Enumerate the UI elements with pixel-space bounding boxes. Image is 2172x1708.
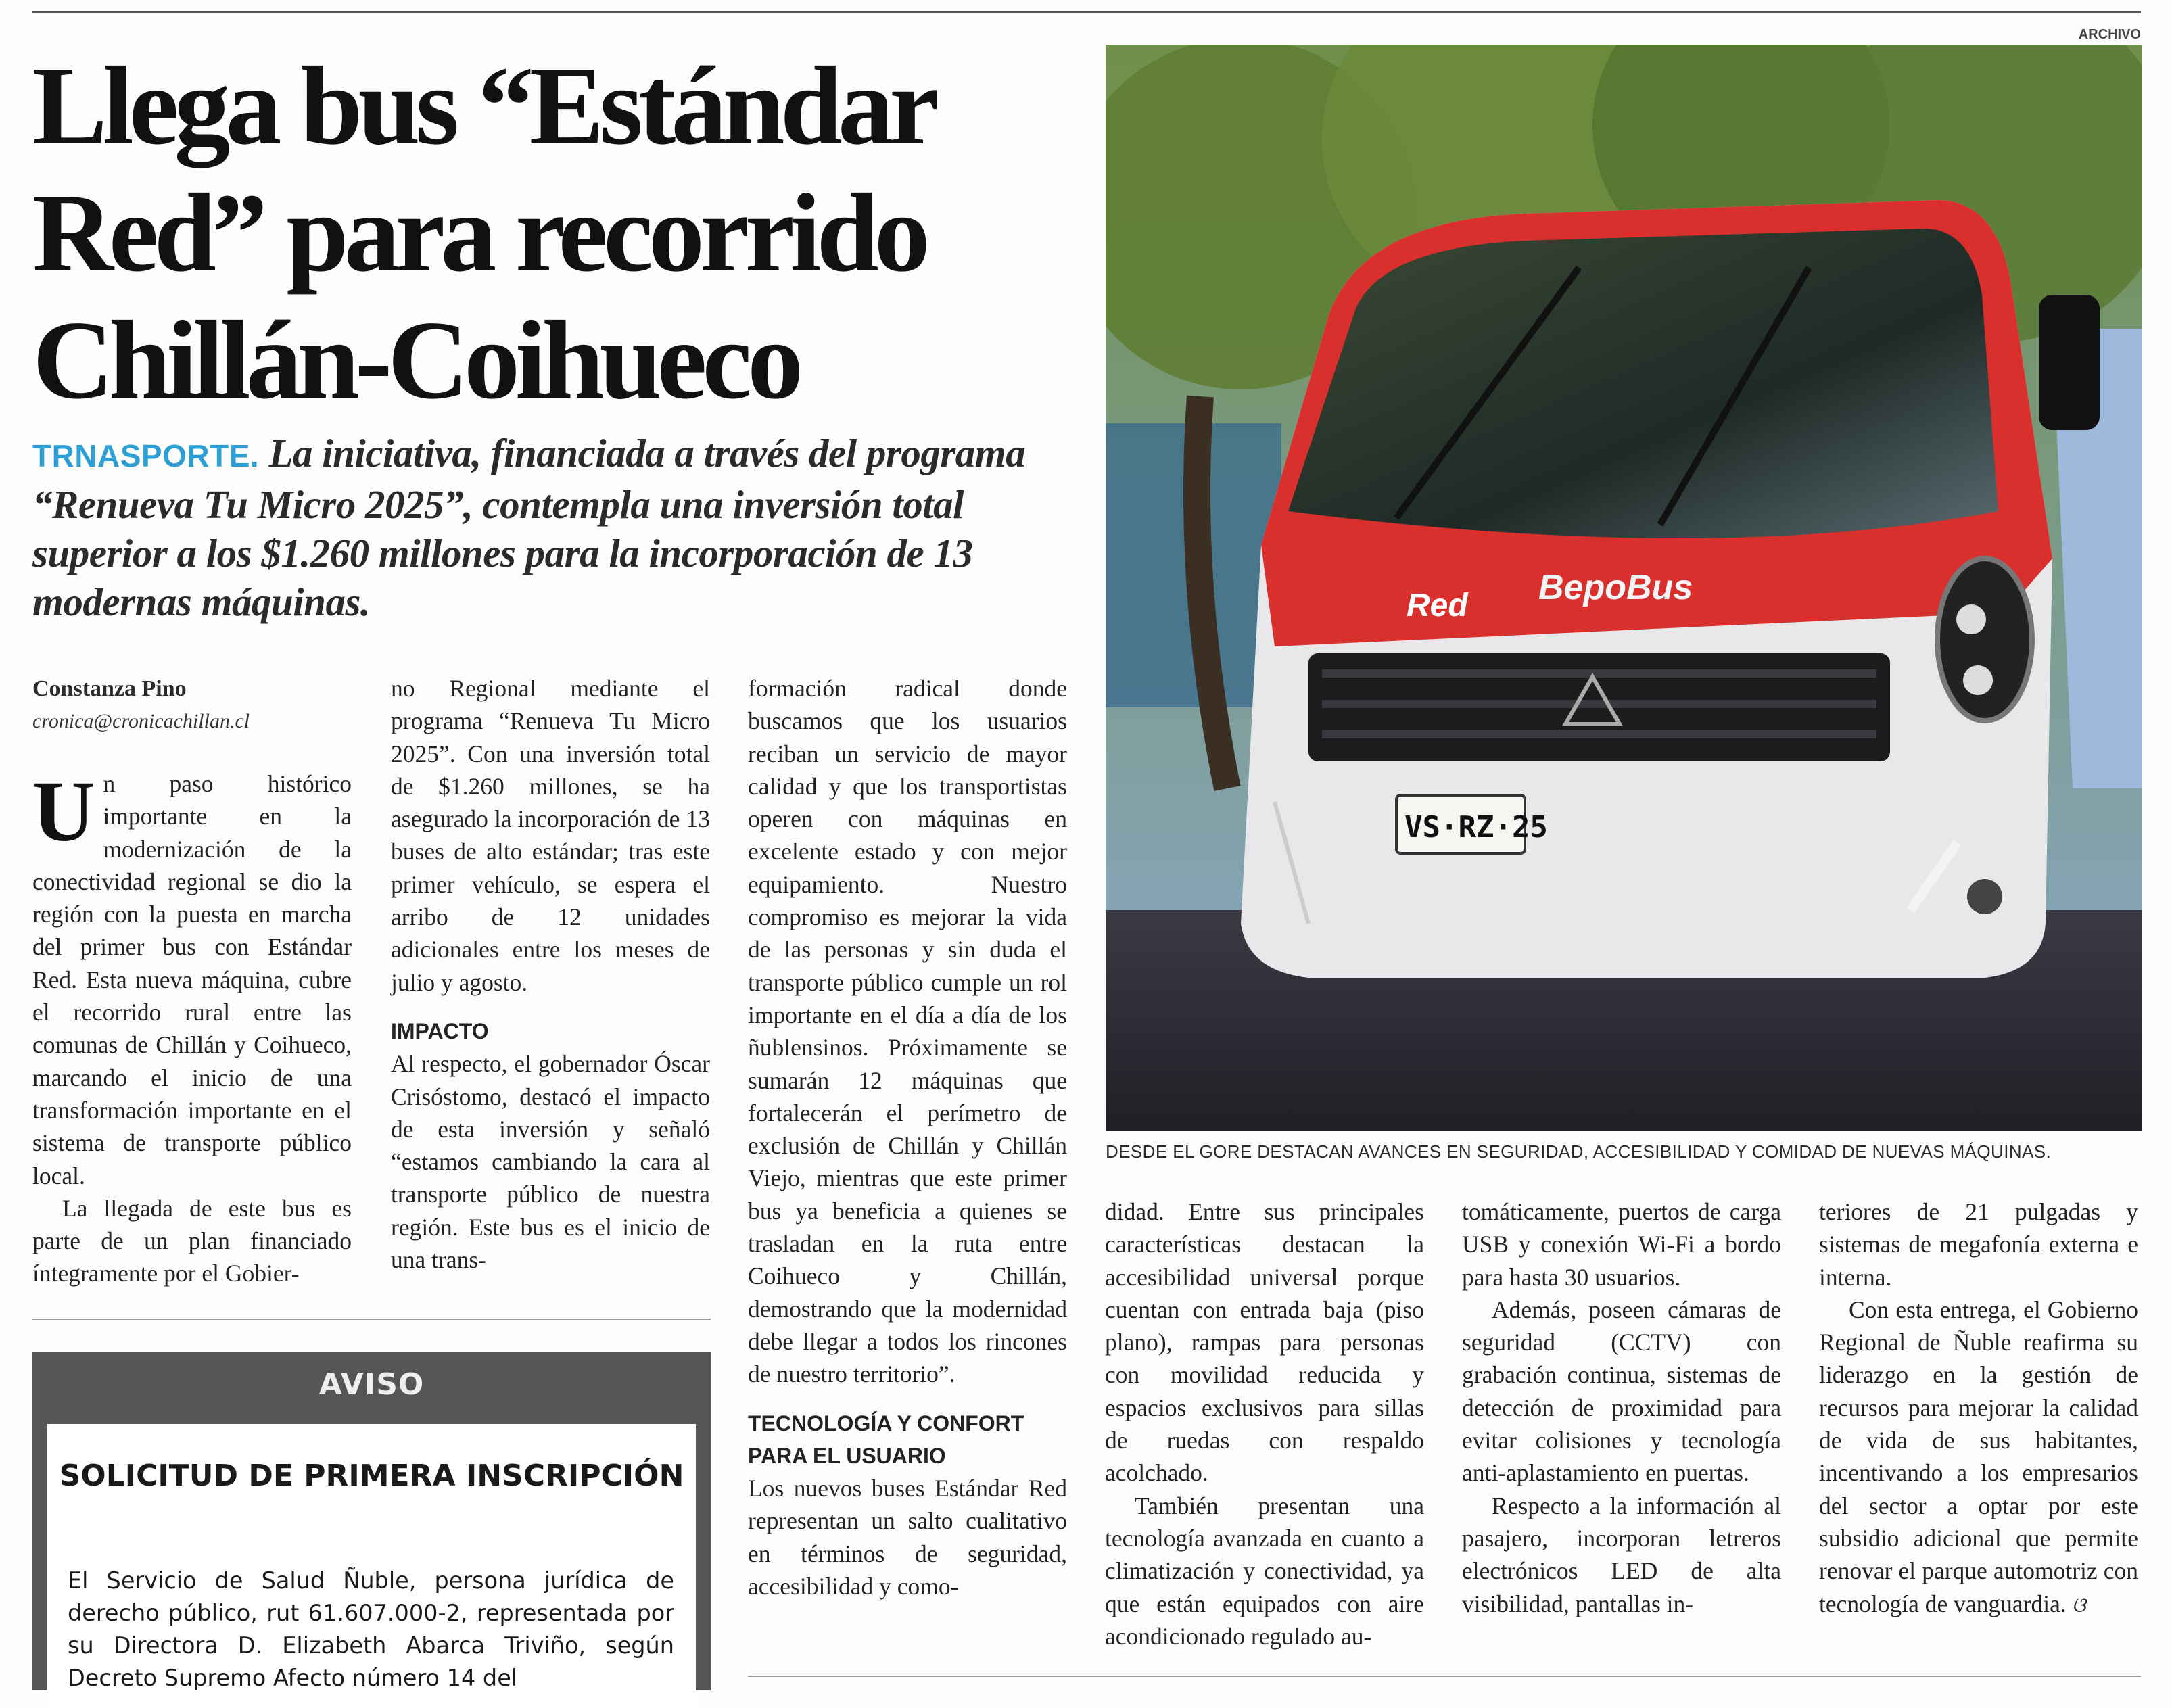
article-column-6	[1819, 1195, 2138, 1622]
notice-heading: SOLICITUD DE PRIMERA INSCRIPCIÓN	[59, 1458, 684, 1493]
drop-cap: U	[32, 763, 95, 859]
article-column-3	[748, 672, 1067, 1603]
column-1-paragraph-1: n paso histórico importante en la modernización de la conectividad regional se dio la región con la puesta en marcha del primer bus con Estándar Red. Esta nueva máquina, cubre el recorrido rural entre las comunas de Chillán y Coihueco, marcando el inicio de una transformación importante en el sistema de transporte público local.	[32, 770, 352, 1189]
article-column-4	[1105, 1195, 1424, 1653]
headline-line-3: Chillán-Coihueco	[32, 298, 799, 422]
bus-illustration	[1106, 45, 2142, 1131]
column-divider-rule	[32, 1319, 711, 1320]
subhead-tecnologia: TECNOLOGÍA Y CONFORT PARA EL USUARIO	[748, 1410, 1024, 1468]
column-6-paragraph-2: Con esta entrega, el Gobierno Regional de Ñuble reafirma su liderazgo en la gestión de recursos para mejorar la calidad de vida de sus habitantes, incentivando a los empresarios del sector a optar por este subsidio adicional que permite renovar el parque automotriz con tecnología de vanguardia.	[1819, 1296, 2138, 1617]
section-kicker: TRNASPORTE.	[32, 438, 260, 473]
article-column-2	[391, 672, 710, 1276]
column-1-paragraph-2: La llegada de este bus es parte de un plan financiado íntegramente por el Gobier-	[32, 1194, 352, 1287]
subhead-impacto: IMPACTO	[391, 1018, 489, 1043]
article-column-1	[32, 763, 352, 1290]
photo-caption: DESDE EL GORE DESTACAN AVANCES EN SEGURIDAD, ACCESIBILIDAD Y COMIDAD DE NUEVAS MÁQUINAS.	[1106, 1141, 2052, 1162]
notice-content	[47, 1424, 696, 1708]
photo-credit: ARCHIVO	[2078, 27, 2141, 42]
column-2-paragraph-2: Al respecto, el gobernador Óscar Crisóstomo, destacó el impacto de esta inversión y señaló “estamos cambiando la cara al transporte público de nuestra región. Este bus es el inicio de una trans-	[391, 1050, 710, 1274]
bus-brand-label: BepoBus	[1538, 568, 1693, 607]
author-email: cronica@cronicachillan.cl	[32, 710, 250, 732]
column-4-paragraph-1: didad. Entre sus principales características destacan la accesibilidad universal porque cuentan con entrada baja (piso plano), rampas para personas con movilidad reducida y espacios exclusivos para sillas de ruedas con respaldo acolchado.	[1105, 1198, 1424, 1487]
headline-line-2: Red” para recorrido	[32, 170, 926, 295]
article-column-5	[1462, 1195, 1781, 1620]
headline	[32, 42, 1087, 423]
column-5-paragraph-2: Además, poseen cámaras de seguridad (CCTV) con grabación continua, sistemas de detección de proximidad para evitar colisiones y tecnología anti-aplastamiento en puertas.	[1462, 1296, 1781, 1487]
headline-line-1: Llega bus “Estándar	[32, 43, 935, 168]
top-rule	[32, 11, 2141, 13]
column-3-paragraph-1: formación radical donde buscamos que los usuarios reciban un servicio de mayor calidad y que los transportistas operen con máquinas en excelente estado y con mejor equipamiento. Nuestro compromiso es mejorar la vida de las personas y sin duda el transporte público cumple un rol importante en el día a día de los ñublensinos. Próximamente se sumarán 12 máquinas que fortalecerán el perímetro de exclusión de Chillán y Chillán Viejo, mientras que este primer bus ya beneficia a quienes se trasladan en la ruta entre Coihueco y Chillán, demostrando que la modernidad debe llegar a todos los rincones de nuestro territorio”.	[748, 675, 1067, 1388]
column-5-paragraph-1: tomáticamente, puertos de carga USB y conexión Wi-Fi a bordo para hasta 30 usuarios.	[1462, 1198, 1781, 1291]
notice-title: AVISO	[318, 1367, 425, 1402]
column-4-paragraph-2: También presentan una tecnología avanzada en cuanto a climatización y conectividad, ya que están equipados con aire acondicionado regulado au-	[1105, 1492, 1424, 1650]
lead-text: La iniciativa, financiada a través del programa “Renueva Tu Micro 2025”, contempla una inversión total superior a los $1.260 millones para la incorporación de 13 modernas máquinas.	[32, 431, 1026, 624]
column-5-paragraph-3: Respecto a la información al pasajero, incorporan letreros electrónicos LED de alta visibilidad, pantallas in-	[1462, 1492, 1781, 1617]
end-mark-icon: ଓ	[2071, 1594, 2086, 1617]
column-2-paragraph-1: no Regional mediante el programa “Renueva Tu Micro 2025”. Con una inversión total de $1.260 millones, se ha asegurado la incorporación de 13 buses de alto estándar; tras este primer vehículo, se espera el arribo de 12 unidades adicionales entre los meses de julio y agosto.	[391, 675, 710, 996]
bus-photo	[1106, 45, 2142, 1131]
column-6-paragraph-1: teriores de 21 pulgadas y sistemas de megafonía externa e interna.	[1819, 1198, 2138, 1291]
bus-red-logo: Red	[1407, 588, 1468, 623]
lead-paragraph	[32, 429, 1047, 626]
bottom-rule	[748, 1676, 2141, 1677]
notice-body: El Servicio de Salud Ñuble, persona jurídica de derecho público, rut 61.607.000-2, representada por su Directora D. Elizabeth Abarca Triviño, según Decreto Supremo Afecto número 14 del	[68, 1567, 674, 1691]
notice-box	[32, 1352, 711, 1690]
column-3-paragraph-2: Los nuevos buses Estándar Red representan un salto cualitativo en términos de seguridad, accesibilidad y como-	[748, 1475, 1067, 1600]
bus-license-plate: VS·RZ·25	[1404, 810, 1548, 845]
author-name: Constanza Pino	[32, 676, 187, 701]
